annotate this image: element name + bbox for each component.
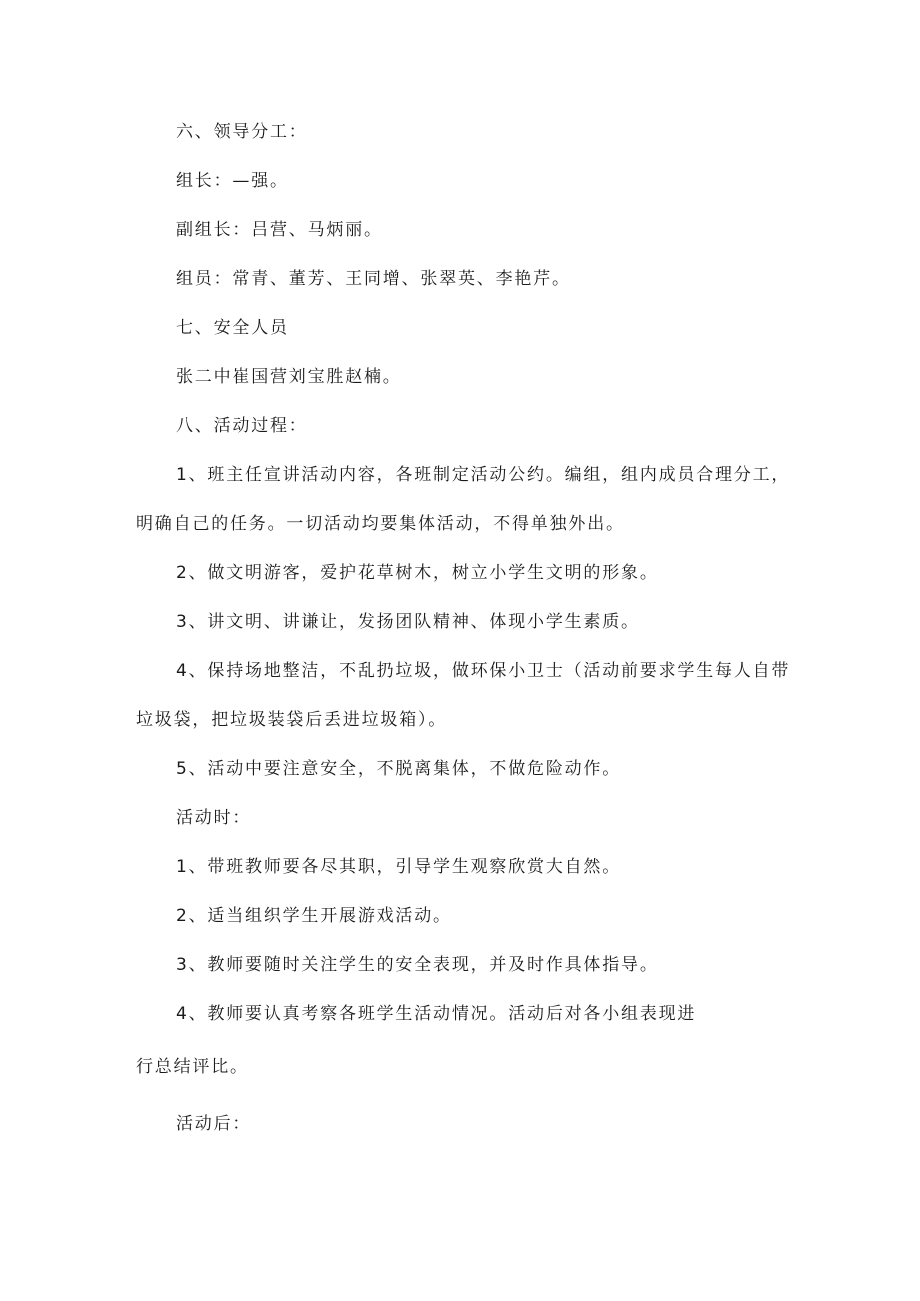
- safety-staff-line: 张二中崔国营刘宝胜赵楠。: [176, 367, 402, 387]
- deputy-leader-line: 副组长：吕营、马炳丽。: [176, 220, 383, 240]
- process-item-2: 2、做文明游客，爱护花草树木，树立小学生文明的形象。: [176, 563, 659, 583]
- during-item-1: 1、带班教师要各尽其职，引导学生观察欣赏大自然。: [176, 857, 622, 877]
- subheading-during-activity: 活动时：: [176, 808, 252, 828]
- during-item-2: 2、适当组织学生开展游戏活动。: [176, 906, 452, 926]
- process-item-4: 4、保持场地整洁，不乱扔垃圾，做环保小卫士（活动前要求学生每人自带: [176, 661, 791, 681]
- subheading-after-activity: 活动后：: [176, 1114, 252, 1134]
- members-line: 组员：常青、董芳、王同增、张翠英、李艳芹。: [176, 269, 571, 289]
- during-item-4: 4、教师要认真考察各班学生活动情况。活动后对各小组表现进: [176, 1004, 697, 1024]
- group-leader-line: 组长：—强。: [176, 171, 289, 191]
- process-item-5: 5、活动中要注意安全，不脱离集体，不做危险动作。: [176, 759, 622, 779]
- during-item-3: 3、教师要随时关注学生的安全表现，并及时作具体指导。: [176, 955, 659, 975]
- during-item-4-continued: 行总结评比。: [136, 1057, 249, 1077]
- process-item-1-continued: 明确自己的任务。一切活动均要集体活动，不得单独外出。: [136, 514, 625, 534]
- section-heading-safety: 七、安全人员: [176, 318, 289, 338]
- process-item-4-continued: 垃圾袋，把垃圾装袋后丢进垃圾箱）。: [136, 710, 448, 730]
- process-item-1: 1、班主任宣讲活动内容，各班制定活动公约。编组，组内成员合理分工，: [176, 465, 791, 485]
- process-item-3: 3、讲文明、讲谦让，发扬团队精神、体现小学生素质。: [176, 612, 640, 632]
- section-heading-leadership: 六、领导分工：: [176, 122, 308, 142]
- section-heading-process: 八、活动过程：: [176, 416, 308, 436]
